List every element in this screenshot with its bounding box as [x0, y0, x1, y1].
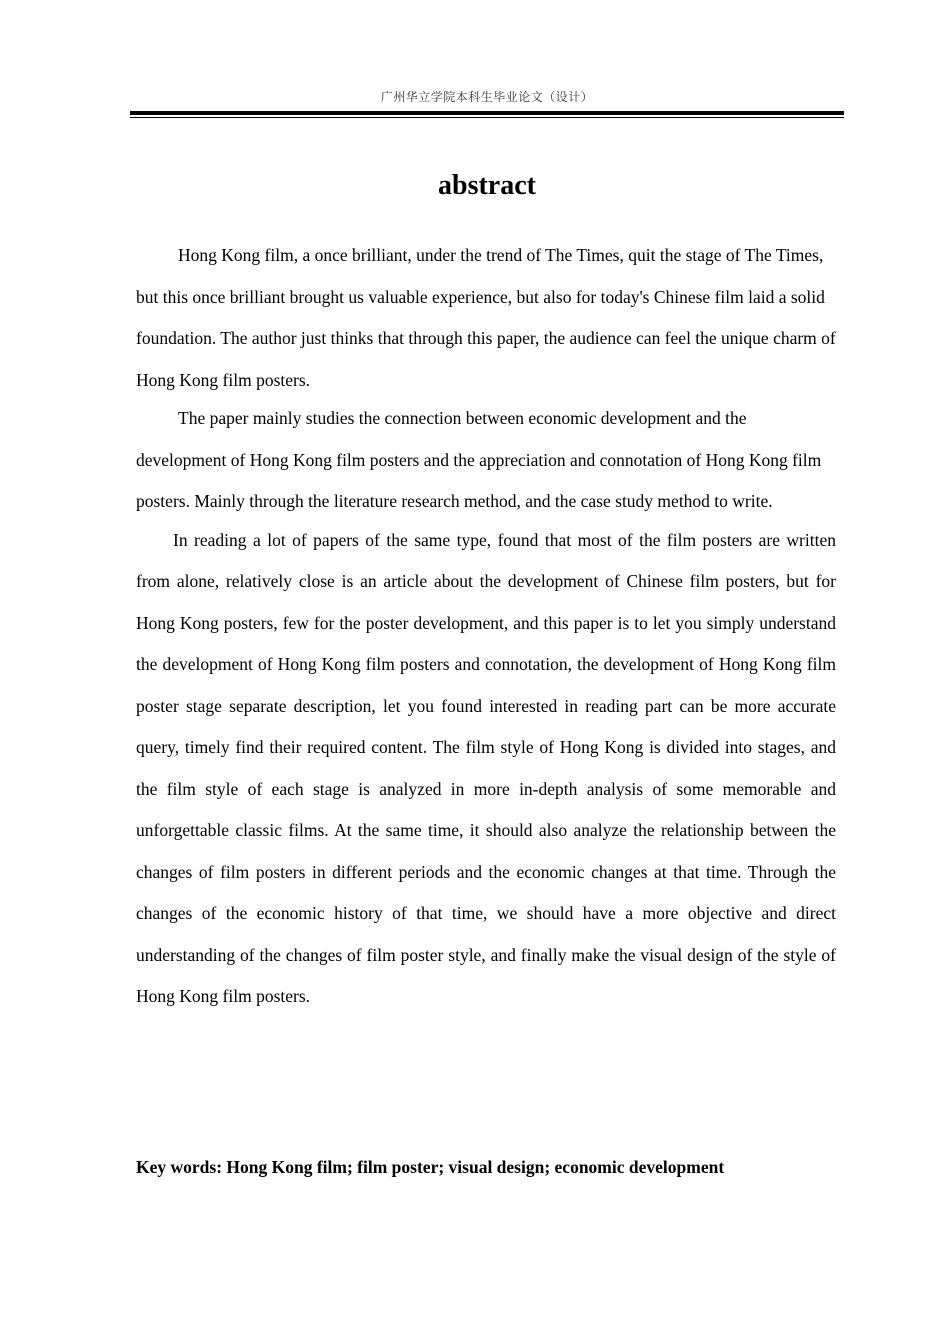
keywords: Key words: Hong Kong film; film poster; visual design; economic development — [136, 1157, 725, 1177]
abstract-paragraph-3: In reading a lot of papers of the same type, found that most of the film posters are written from alone, relatively close is an article about the development of Chinese film posters, but for Hong Kong posters, few for the poster development, and this paper is to let you simply understand the development of Hong Kong film posters and connotation, the development of Hong Kong film poster stage separate description, let you found interested in reading part can be more accurate query, timely find their required content. The film style of Hong Kong is divided into stages, and the film style of each stage is analyzed in more in-depth analysis of some memorable and unforgettable classic films. At the same time, it should also analyze the relationship between the changes of film posters in different periods and the economic changes at that time. Through the changes of the economic history of that time, we should have a more objective and direct understanding of the changes of film poster style, and finally make the visual design of the style of Hong Kong film posters. — [136, 529, 836, 1006]
abstract-body — [136, 235, 836, 1018]
running-header: 广州华立学院本科生毕业论文（设计） — [380, 90, 594, 104]
page-title: abstract — [438, 170, 536, 201]
header-rule — [130, 111, 844, 118]
header-rule-thin — [130, 117, 844, 118]
abstract-paragraph-1: Hong Kong film, a once brilliant, under the trend of The Times, quit the stage of The Times, but this once brilliant brought us valuable experience, but also for today's Chinese film laid a solid foundation. The author just thinks that through this paper, the audience can feel the unique charm of Hong Kong film posters. — [136, 245, 836, 390]
header-rule-thick — [130, 111, 844, 115]
abstract-paragraph-2: The paper mainly studies the connection between economic development and the development of Hong Kong film posters and the appreciation and connotation of Hong Kong film posters. Mainly through the literature research method, and the case study method to write. — [136, 408, 822, 511]
